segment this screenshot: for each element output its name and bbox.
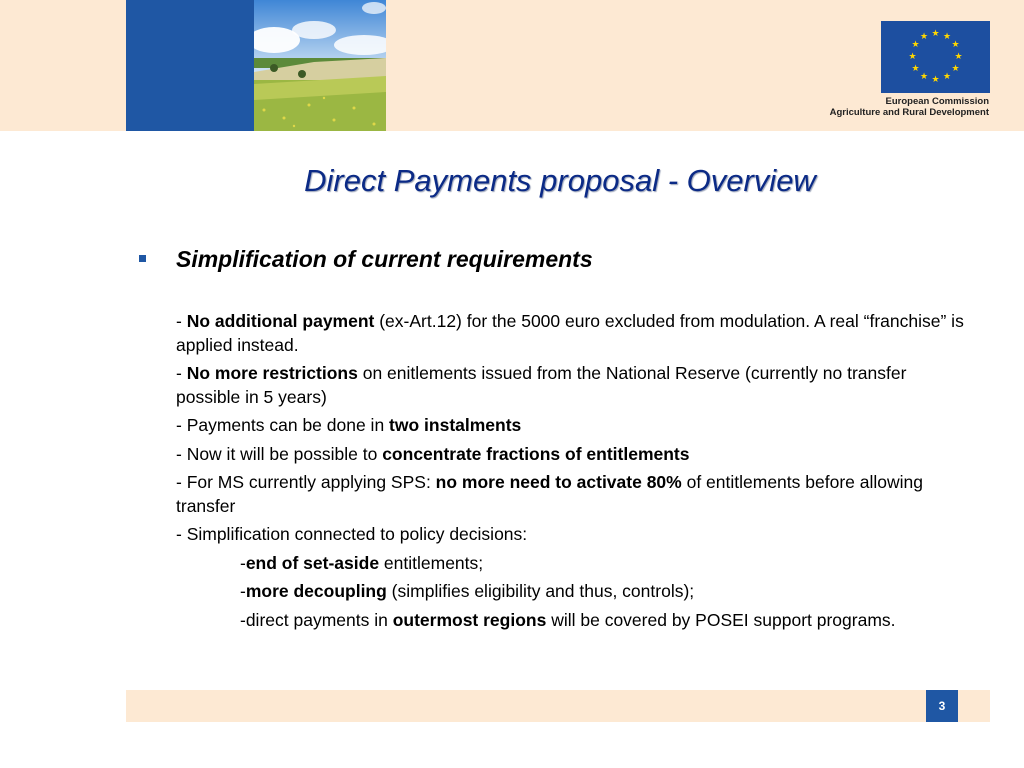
svg-text:★: ★ <box>919 32 929 42</box>
item-1: - No additional payment (ex-Art.12) for the 5000 euro excluded from modulation. A real “franchise” is applied instead. <box>176 311 964 355</box>
item-5: - For MS currently applying SPS: no more need to activate 80% of entitlements before allowing transfer <box>176 472 923 516</box>
page-number-badge: 3 <box>926 690 958 722</box>
bullet-square-icon <box>139 255 146 262</box>
footer-band <box>126 690 990 722</box>
svg-text:★: ★ <box>908 52 917 62</box>
svg-text:★: ★ <box>911 64 920 74</box>
org-line-2: Agriculture and Rural Development <box>829 107 989 118</box>
landscape-image <box>254 0 386 131</box>
slide-content <box>176 310 966 637</box>
item-2: - No more restrictions on enitlements issued from the National Reserve (currently no transfer possible in 5 years) <box>176 363 907 407</box>
organization-name <box>830 96 989 118</box>
item-4: - Now it will be possible to concentrate fractions of entitlements <box>176 443 690 464</box>
org-line-1: European Commission <box>885 96 989 107</box>
svg-text:★: ★ <box>954 52 963 62</box>
svg-text:★: ★ <box>931 75 940 85</box>
subitem-3: -direct payments in outermost regions will be covered by POSEI support programs. <box>240 609 896 630</box>
subitem-2: -more decoupling (simplifies eligibility and thus, controls); <box>240 581 695 601</box>
bullet-heading: Simplification of current requirements <box>176 246 593 272</box>
item-6: - Simplification connected to policy decisions: <box>176 524 528 544</box>
svg-text:★: ★ <box>951 64 960 74</box>
svg-text:★: ★ <box>942 32 952 42</box>
slide-title: Direct Payments proposal - Overview <box>304 163 816 198</box>
svg-text:★: ★ <box>911 40 920 50</box>
svg-text:★: ★ <box>919 72 929 82</box>
svg-text:★: ★ <box>942 72 952 82</box>
eu-flag-logo <box>881 21 990 93</box>
item-3: - Payments can be done in two instalments <box>176 415 522 435</box>
svg-text:★: ★ <box>951 40 960 50</box>
header-blue-block <box>126 0 254 131</box>
subitem-1: -end of set-aside entitlements; <box>240 552 484 573</box>
svg-text:★: ★ <box>931 29 940 39</box>
